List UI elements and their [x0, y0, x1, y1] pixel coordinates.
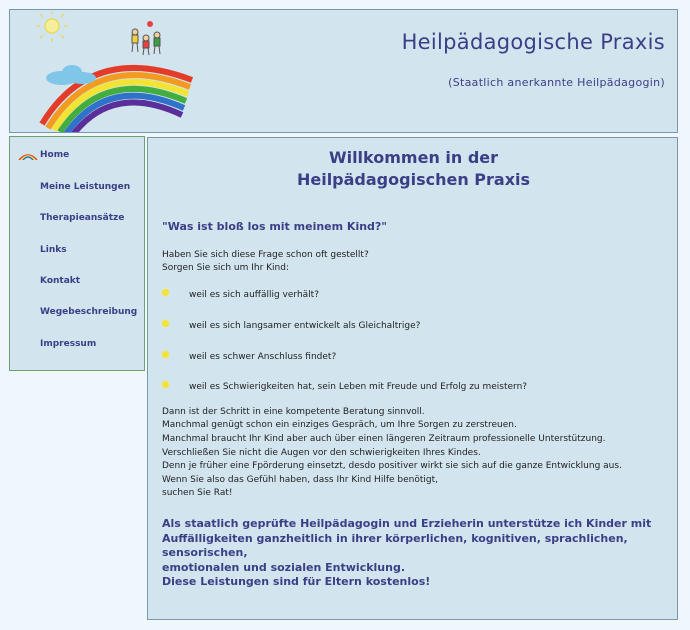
rainbow-logo-icon — [22, 12, 212, 132]
body-line: suchen Sie Rat! — [162, 488, 233, 498]
site-header — [9, 9, 678, 133]
statement-line: Diese Leistungen sind für Eltern kostenlos! — [162, 575, 431, 588]
sidebar-item-wegebeschreibung[interactable]: Wegebeschreibung — [40, 307, 138, 317]
page-title — [148, 147, 679, 191]
bullet-icon — [162, 381, 169, 388]
bullet-item: weil es sich langsamer entwickelt als Gleichaltrige? — [189, 321, 421, 331]
intro-line: Sorgen Sie sich um Ihr Kind: — [162, 263, 289, 273]
question-heading: "Was ist bloß los mit meinem Kind?" — [162, 220, 388, 233]
bullet-item: weil es sich auffällig verhält? — [189, 290, 319, 300]
intro-line: Haben Sie sich diese Frage schon oft gestellt? — [162, 250, 369, 260]
body-line: Dann ist der Schritt in eine kompetente Beratung sinnvoll. — [162, 407, 425, 417]
sidebar-item-meine-leistungen[interactable]: Meine Leistungen — [40, 182, 131, 192]
sun-icon — [36, 12, 68, 42]
body-line: Denn je früher eine Fpörderung einsetzt, desdo positiver wirkt sie sich auf die ganze Entwicklung aus. — [162, 461, 622, 471]
bullet-icon — [162, 320, 169, 327]
rainbow-icon — [18, 150, 38, 160]
cloud-icon — [46, 65, 96, 85]
service-statement — [162, 517, 667, 590]
sidebar-item-impressum[interactable]: Impressum — [40, 339, 97, 349]
sidebar-item-therapieansaetze[interactable]: Therapieansätze — [40, 213, 125, 223]
bullet-icon — [162, 289, 169, 296]
page-title-line1: Willkommen in der — [328, 148, 499, 167]
sidebar-item-links[interactable]: Links — [40, 245, 67, 255]
sidebar-item-kontakt[interactable]: Kontakt — [40, 276, 81, 286]
bullet-item: weil es schwer Anschluss findet? — [189, 352, 337, 362]
body-line: Manchmal genügt schon ein einziges Gespräch, um Ihre Sorgen zu zerstreuen. — [162, 420, 517, 430]
sidebar-nav — [9, 136, 145, 371]
site-subtitle: (Staatlich anerkannte Heilpädagogin) — [448, 76, 665, 89]
statement-line: emotionalen und sozialen Entwicklung. — [162, 560, 406, 574]
bullet-item: weil es Schwierigkeiten hat, sein Leben mit Freude und Erfolg zu meistern? — [189, 382, 528, 392]
page-title-line2: Heilpädagogischen Praxis — [296, 170, 531, 189]
bullet-icon — [162, 351, 169, 358]
body-line: Manchmal braucht Ihr Kind aber auch über einen längeren Zeitraum professionelle Unterstützung. — [162, 434, 606, 444]
body-line: Wenn Sie also das Gefühl haben, dass Ihr Kind Hilfe benötigt, — [162, 475, 438, 485]
children-icon — [132, 21, 160, 55]
main-content — [147, 137, 678, 620]
site-title: Heilpädagogische Praxis — [401, 30, 665, 54]
statement-line: Als staatlich geprüfte Heilpädagogin und Erzieherin unterstütze ich Kinder mit — [162, 517, 652, 530]
statement-line: Auffälligkeiten ganzheitlich in ihrer körperlichen, kognitiven, sprachlichen, sensorischen, — [162, 531, 628, 559]
body-line: Verschließen Sie nicht die Augen vor den schwierigkeiten Ihres Kindes. — [162, 448, 481, 458]
sidebar-item-home[interactable]: Home — [40, 150, 70, 160]
